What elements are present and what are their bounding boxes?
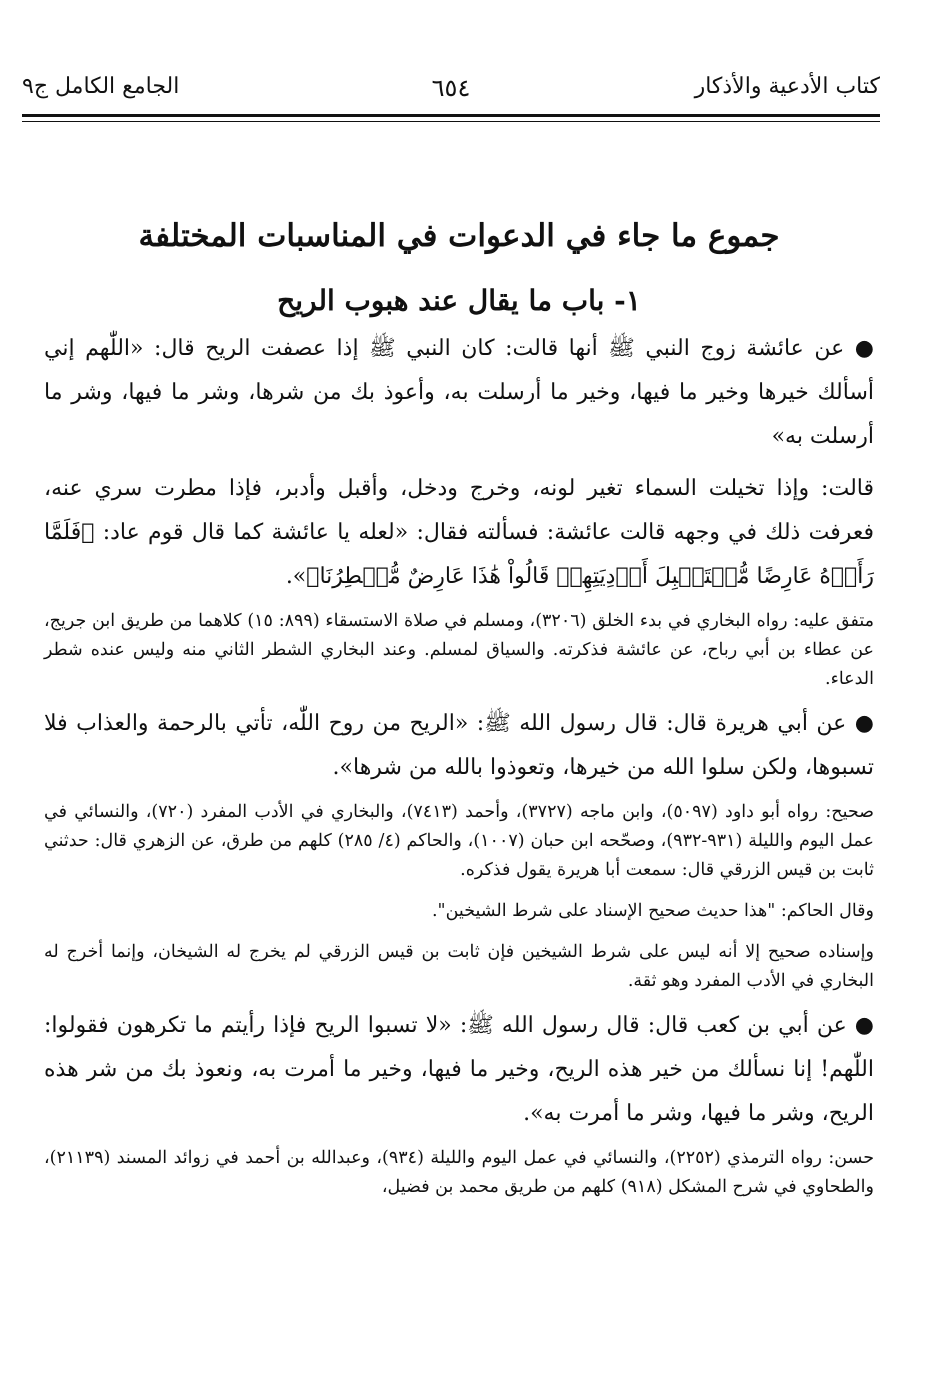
hadith-aisha-continuation: قالت: وإذا تخيلت السماء تغير لونه، وخرج ودخل، وأقبل وأدبر، فإذا مطرت سري عنه، فعرفت ذلك في وجهه قالت عائشة: فسألته فقال: «لعله يا عائشة كما قال قوم عاد: ﴿فَلَمَّا رَأَوۡهُ عَارِضًا مُّسۡتَقۡبِلَ أَوۡدِيَتِهِمۡ قَالُواْ هَٰذَا عَارِضٌ مُّمۡطِرُنَا﴾». (44, 476, 874, 589)
header-rule-thin (22, 121, 880, 122)
hadith-ubayy-ibn-kab: ● عن أبي بن كعب قال: قال رسول الله ﷺ: «لا تسبوا الريح فإذا رأيتم ما تكرهون فقولوا: اللّٰهم! إنا نسألك من خير هذه الريح، وخير ما فيها، وخير ما أمرت به، ونعوذ بك من شر هذه الريح، وشر ما فيها، وشر ما أمرت به». (44, 1013, 874, 1126)
book-title: كتاب الأدعية والأذكار (694, 74, 880, 99)
section-title: ١- باب ما يقال عند هبوب الريح (277, 284, 641, 317)
takhrij-note-abu-hurayra: صحيح: رواه أبو داود (٥٠٩٧)، وابن ماجه (٣٧٢٧)، وأحمد (٧٤١٣)، والبخاري في الأدب المفرد (٧٢٠)، والنسائي في عمل اليوم والليلة (٩٣١-٩٣٢)، وصحّحه ابن حبان (١٠٠٧)، والحاكم (٤/ ٢٨٥) كلهم من طرق، عن الزهري قال: حدثني ثابت بن قيس الزرقي قال: سمعت أبا هريرة يقول فذكره. (44, 802, 875, 880)
running-header (22, 68, 880, 112)
hadith-abu-hurayra: ● عن أبي هريرة قال: قال رسول الله ﷺ: «الريح من روح اللّٰه، تأتي بالرحمة والعذاب فلا تسبوها، ولكن سلوا الله من خيرها، وتعوذوا بالله من شرها». (44, 711, 874, 780)
chapter-title: جموع ما جاء في الدعوات في المناسبات المختلفة (138, 218, 780, 254)
takhrij-note-aisha: متفق عليه: رواه البخاري في بدء الخلق (٣٢٠٦)، ومسلم في صلاة الاستسقاء (٨٩٩: ١٥) كلاهما من طريق ابن جريج، عن عطاء بن أبي رباح، عن عائشة فذكرته. والسياق لمسلم. وعند البخاري الشطر الثاني منه وليس عنده شطر الدعاء. (44, 611, 874, 689)
page-number: ٦٥٤ (431, 74, 471, 102)
takhrij-note-ubayy: حسن: رواه الترمذي (٢٢٥٢)، والنسائي في عمل اليوم والليلة (٩٣٤)، وعبدالله بن أحمد في زوائد المسند (٢١١٣٩)، والطحاوي في شرح المشكل (٩١٨) كلهم من طريق محمد بن فضيل، (44, 1148, 875, 1197)
volume-label: الجامع الكامل ج٩ (22, 74, 180, 99)
page-body (44, 218, 874, 1202)
hakim-statement: وقال الحاكم: "هذا حديث صحيح الإسناد على شرط الشيخين". (431, 901, 874, 921)
header-rule-thick (22, 114, 880, 117)
isnad-comment: وإسناده صحيح إلا أنه ليس على شرط الشيخين فإن ثابت بن قيس الزرقي لم يخرج له الشيخان، وإنما أخرج له البخاري في الأدب المفرد وهو ثقة. (44, 942, 874, 991)
hadith-aisha: ● عن عائشة زوج النبي ﷺ أنها قالت: كان النبي ﷺ إذا عصفت الريح قال: «اللّٰهم إني أسألك خيرها وخير ما فيها، وخير ما أرسلت به، وأعوذ بك من شرها، وشر ما فيها، وشر ما أرسلت به» (44, 336, 874, 449)
